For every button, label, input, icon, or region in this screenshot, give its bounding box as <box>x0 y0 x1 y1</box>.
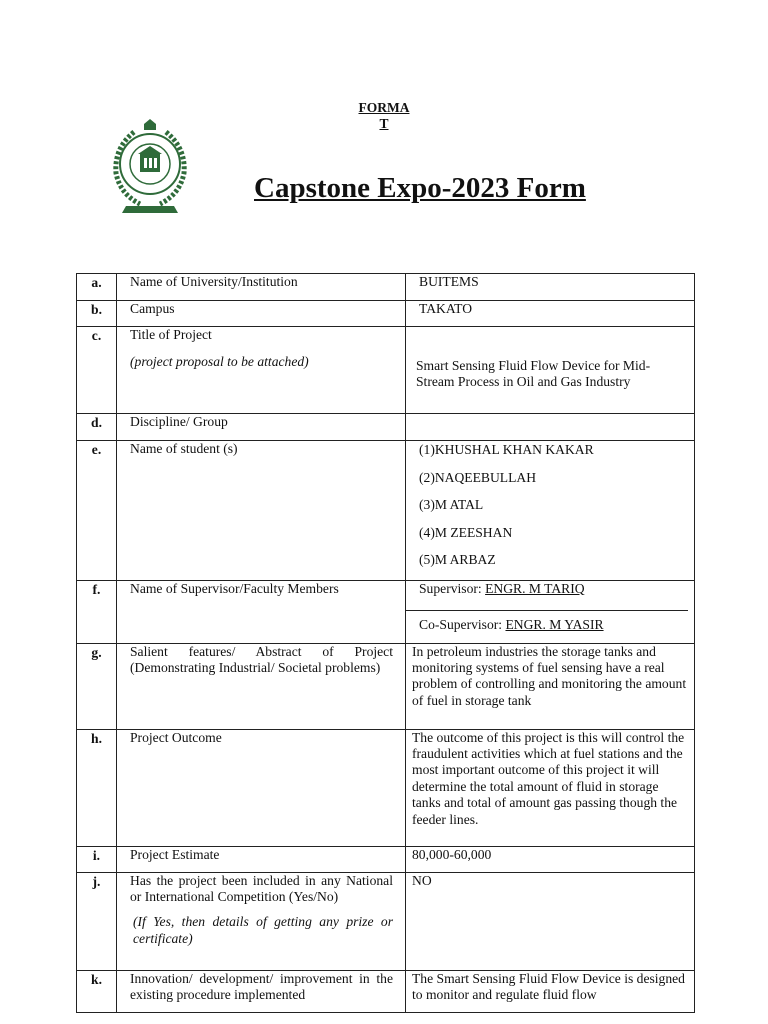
table-row <box>77 274 695 301</box>
supervisor-line <box>406 581 694 597</box>
row-key: j. <box>92 873 101 889</box>
form-label <box>330 100 438 132</box>
page-title: Capstone Expo-2023 Form <box>254 172 586 204</box>
list-item: (1)KHUSHAL KHAN KAKAR <box>419 442 594 457</box>
row-note: (If Yes, then details of getting any prize or certificate) <box>133 914 393 946</box>
row-key: i. <box>92 847 101 863</box>
row-key: e. <box>91 442 102 457</box>
table-row <box>77 441 695 581</box>
row-label: Salient features/ Abstract of Project (Demonstrating Industrial/ Societal problems) <box>130 643 393 675</box>
university-value: BUITEMS <box>419 274 479 289</box>
row-label: Project Estimate <box>130 846 220 862</box>
supervisor-name: ENGR. M TARIQ <box>485 580 585 596</box>
table-row <box>77 872 695 970</box>
row-label: Discipline/ Group <box>130 414 228 429</box>
row-key: a. <box>91 275 102 290</box>
row-label: Campus <box>130 301 175 316</box>
table-row <box>77 643 695 729</box>
campus-value: TAKATO <box>419 301 473 316</box>
table-row <box>77 846 695 872</box>
row-label: Name of student (s) <box>130 441 238 456</box>
table-row <box>77 414 695 441</box>
cosupervisor-prefix: Co-Supervisor: <box>419 616 503 632</box>
signature-line <box>406 609 688 611</box>
row-key: f. <box>92 581 101 597</box>
list-item: (3)M ATAL <box>419 497 484 512</box>
outcome-value: The outcome of this project is this will control the fraudulent activities which at fuel stations and the most important outcome of this project it will determine the total amount of fluid in storage tanks and total of amount gas passing though the feeder lines. <box>412 729 685 827</box>
project-form-table <box>76 273 695 1013</box>
form-label-line2: T <box>379 116 389 131</box>
row-key: d. <box>91 415 102 430</box>
row-label: Innovation/ development/ improvement in the existing procedure implemented <box>130 970 393 1002</box>
row-label: Project Outcome <box>130 729 222 745</box>
cosupervisor-name: ENGR. M YASIR <box>505 616 604 632</box>
row-label: Title of Project <box>130 327 212 342</box>
row-key: h. <box>91 730 102 746</box>
table-row <box>77 301 695 327</box>
abstract-value: In petroleum industries the storage tanks and monitoring systems of fuel sensing have a real problem of controlling and monitoring the amount of fuel in storage tank <box>412 643 687 708</box>
student-list <box>406 441 694 580</box>
list-item: (4)M ZEESHAN <box>419 524 513 540</box>
row-key: b. <box>91 302 102 317</box>
table-row <box>77 729 695 846</box>
competition-value: NO <box>412 872 432 888</box>
list-item: (5)M ARBAZ <box>419 552 496 567</box>
cosupervisor-line <box>406 617 694 633</box>
table-row <box>77 970 695 1012</box>
row-label: Name of University/Institution <box>130 274 298 289</box>
table-row <box>77 327 695 414</box>
row-label: Has the project been included in any National or International Competition (Yes/No) <box>130 872 393 904</box>
pakistan-engineering-council-seal-icon <box>104 118 196 218</box>
row-key: k. <box>91 971 102 987</box>
estimate-value: 80,000-60,000 <box>412 846 492 862</box>
table-row <box>77 580 695 643</box>
list-item: (2)NAQEEBULLAH <box>419 469 537 485</box>
supervisor-prefix: Supervisor: <box>419 580 482 596</box>
row-note: (project proposal to be attached) <box>130 354 309 370</box>
innovation-value: The Smart Sensing Fluid Flow Device is designed to monitor and regulate fluid flow <box>412 970 685 1002</box>
row-label: Name of Supervisor/Faculty Members <box>130 580 339 596</box>
project-title-value: Smart Sensing Fluid Flow Device for Mid-Stream Process in Oil and Gas Industry <box>416 358 651 390</box>
row-key: g. <box>91 644 102 660</box>
form-label-line1: FORMA <box>358 100 410 115</box>
row-key: c. <box>91 328 102 343</box>
